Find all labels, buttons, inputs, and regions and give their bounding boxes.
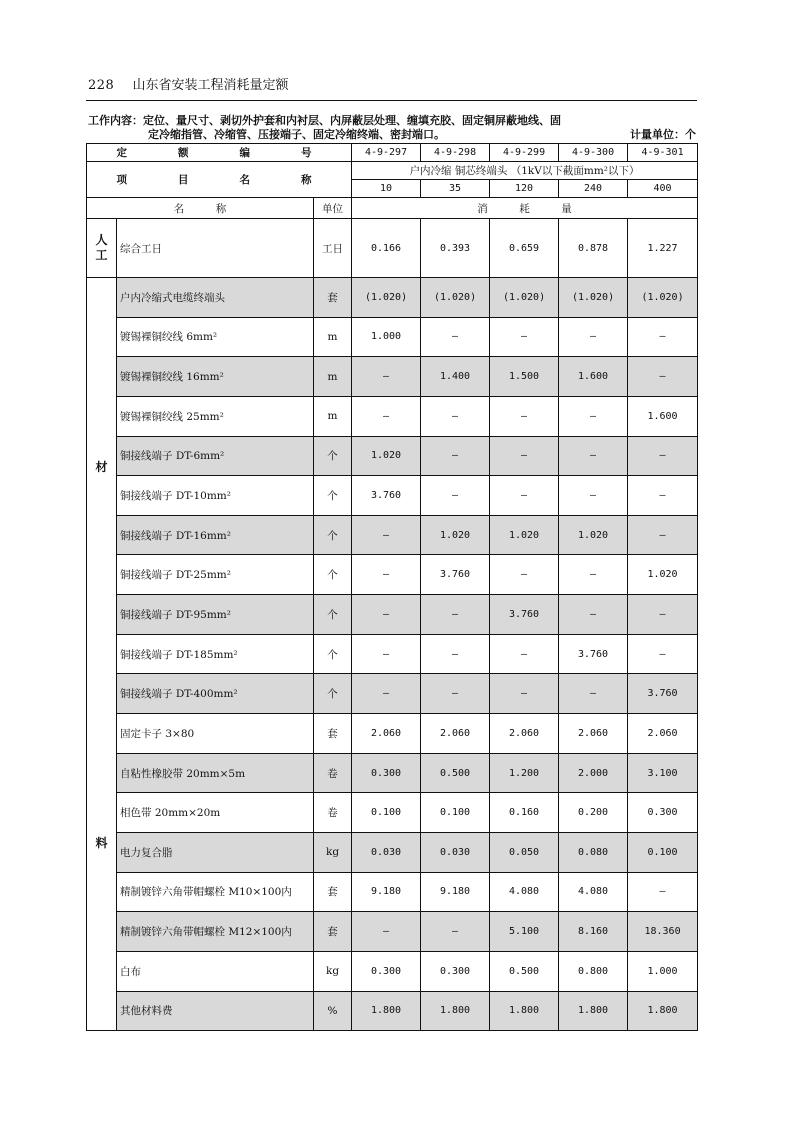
item-name: 综合工日 [117, 219, 314, 278]
item-name: 固定卡子 3×80 [117, 714, 314, 754]
value-cell: 0.300 [352, 753, 421, 793]
value-cell: — [628, 634, 698, 674]
value-cell: 0.166 [352, 219, 421, 278]
value-cell: 0.500 [490, 951, 559, 991]
value-cell: — [628, 595, 698, 635]
value-cell: 0.878 [559, 219, 628, 278]
material-category-top: 材 [95, 459, 108, 474]
value-cell: 0.393 [421, 219, 490, 278]
value-cell: — [628, 872, 698, 912]
value-cell: — [559, 436, 628, 476]
value-cell: — [490, 476, 559, 516]
value-cell: — [421, 595, 490, 635]
size-cell: 400 [628, 180, 698, 198]
item-name: 铜接线端子 DT-6mm² [117, 436, 314, 476]
value-cell: — [421, 674, 490, 714]
value-cell: 2.060 [352, 714, 421, 754]
value-cell: 3.760 [559, 634, 628, 674]
value-cell: 4.080 [490, 872, 559, 912]
value-cell: — [352, 634, 421, 674]
value-cell: 1.800 [490, 991, 559, 1031]
material-row [87, 555, 698, 595]
value-cell: 2.060 [628, 714, 698, 754]
item-unit: 个 [314, 515, 352, 555]
value-cell: 0.200 [559, 793, 628, 833]
value-cell: 0.300 [628, 793, 698, 833]
labor-category [87, 219, 117, 278]
material-category-bottom: 料 [95, 835, 108, 850]
measurement-unit: 计量单位：个 [630, 128, 696, 141]
material-row [87, 912, 698, 952]
item-name: 自粘性橡胶带 20mm×5m [117, 753, 314, 793]
value-cell: — [628, 515, 698, 555]
size-cell: 10 [352, 180, 421, 198]
item-title-row [87, 162, 698, 180]
value-cell: — [421, 634, 490, 674]
value-cell: 1.000 [628, 951, 698, 991]
item-unit: kg [314, 951, 352, 991]
value-cell: — [352, 912, 421, 952]
value-cell: 0.100 [628, 832, 698, 872]
value-cell: — [352, 357, 421, 397]
item-name: 电力复合脂 [117, 832, 314, 872]
item-unit: 卷 [314, 753, 352, 793]
item-name: 铜接线端子 DT-16mm² [117, 515, 314, 555]
size-cell: 120 [490, 180, 559, 198]
material-row [87, 317, 698, 357]
value-cell: — [628, 357, 698, 397]
value-cell: — [352, 555, 421, 595]
value-cell: (1.020) [559, 278, 628, 318]
value-cell: — [490, 436, 559, 476]
item-name: 铜接线端子 DT-400mm² [117, 674, 314, 714]
material-row [87, 991, 698, 1031]
value-cell: 1.200 [490, 753, 559, 793]
item-unit: 个 [314, 634, 352, 674]
value-cell: (1.020) [490, 278, 559, 318]
value-cell: — [421, 476, 490, 516]
value-cell: 2.060 [421, 714, 490, 754]
value-cell: — [352, 595, 421, 635]
value-cell: — [421, 436, 490, 476]
value-cell: 9.180 [421, 872, 490, 912]
value-cell: 3.760 [352, 476, 421, 516]
material-row [87, 396, 698, 436]
item-unit: kg [314, 832, 352, 872]
material-row [87, 278, 698, 318]
item-unit: m [314, 317, 352, 357]
item-unit: 套 [314, 912, 352, 952]
material-row [87, 674, 698, 714]
item-name: 镀锡裸铜绞线 25mm² [117, 396, 314, 436]
item-unit: 个 [314, 595, 352, 635]
col-unit-header: 单位 [314, 198, 352, 219]
value-cell: 0.080 [559, 832, 628, 872]
value-cell: — [628, 317, 698, 357]
code-cell: 4-9-299 [490, 144, 559, 162]
value-cell: — [559, 317, 628, 357]
material-row [87, 753, 698, 793]
item-title: 户内冷缩 铜芯终端头 （1kV以下截面mm²以下） [352, 162, 698, 180]
code-cell: 4-9-300 [559, 144, 628, 162]
item-name: 白布 [117, 951, 314, 991]
item-unit: 工日 [314, 219, 352, 278]
value-cell: 0.050 [490, 832, 559, 872]
value-cell: 3.760 [490, 595, 559, 635]
item-unit: 套 [314, 872, 352, 912]
size-cell: 35 [421, 180, 490, 198]
value-cell: 5.100 [490, 912, 559, 952]
material-row [87, 832, 698, 872]
value-cell: 4.080 [559, 872, 628, 912]
value-cell: — [490, 317, 559, 357]
value-cell: (1.020) [421, 278, 490, 318]
value-cell: 1.500 [490, 357, 559, 397]
material-row [87, 595, 698, 635]
material-category [87, 278, 117, 1031]
value-cell: 18.360 [628, 912, 698, 952]
value-cell: 1.800 [352, 991, 421, 1031]
value-cell: 3.100 [628, 753, 698, 793]
code-label: 定 额 编 号 [87, 144, 352, 162]
value-cell: — [490, 634, 559, 674]
item-label: 项 目 名 称 [87, 162, 352, 198]
item-unit: 卷 [314, 793, 352, 833]
value-cell: — [559, 595, 628, 635]
value-cell: 9.180 [352, 872, 421, 912]
header-rule [86, 100, 697, 101]
value-cell: 2.060 [490, 714, 559, 754]
value-cell: 1.227 [628, 219, 698, 278]
item-name: 其他材料费 [117, 991, 314, 1031]
material-category-wrap [87, 278, 116, 1030]
value-cell: — [490, 555, 559, 595]
value-cell: 2.000 [559, 753, 628, 793]
value-cell: 0.100 [421, 793, 490, 833]
value-cell: — [421, 317, 490, 357]
item-name: 镀锡裸铜绞线 16mm² [117, 357, 314, 397]
work-content-line1: 工作内容：定位、量尺寸、剥切外护套和内衬层、内屏蔽层处理、缠填充胶、固定铜屏蔽地线、固 [88, 114, 561, 127]
item-name: 精制镀锌六角带帽螺栓 M10×100内 [117, 872, 314, 912]
item-unit: 个 [314, 436, 352, 476]
page-header [88, 74, 288, 93]
value-cell: — [559, 555, 628, 595]
value-cell: — [628, 476, 698, 516]
material-row [87, 634, 698, 674]
value-cell: 0.030 [421, 832, 490, 872]
value-cell: — [352, 515, 421, 555]
item-name: 精制镀锌六角带帽螺栓 M12×100内 [117, 912, 314, 952]
value-cell: 0.500 [421, 753, 490, 793]
value-cell: — [628, 436, 698, 476]
value-cell: — [421, 396, 490, 436]
value-cell: — [490, 674, 559, 714]
value-cell: (1.020) [352, 278, 421, 318]
code-cell: 4-9-297 [352, 144, 421, 162]
column-header-row [87, 198, 698, 219]
code-cell: 4-9-298 [421, 144, 490, 162]
value-cell: — [559, 674, 628, 714]
item-unit: m [314, 396, 352, 436]
item-unit: 套 [314, 714, 352, 754]
item-unit: 个 [314, 555, 352, 595]
col-consumption-header: 消 耗 量 [352, 198, 698, 219]
value-cell: 8.160 [559, 912, 628, 952]
material-row [87, 357, 698, 397]
work-content-line2: 定冷缩指管、冷缩管、压接端子、固定冷缩终端、密封端口。 [148, 128, 445, 141]
value-cell: 0.659 [490, 219, 559, 278]
value-cell: 0.160 [490, 793, 559, 833]
size-cell: 240 [559, 180, 628, 198]
material-row [87, 436, 698, 476]
labor-category-text: 人工 [95, 233, 108, 262]
book-title: 山东省安装工程消耗量定额 [132, 78, 289, 93]
value-cell: — [559, 476, 628, 516]
value-cell: 1.600 [559, 357, 628, 397]
value-cell: 1.800 [421, 991, 490, 1031]
value-cell: 1.600 [628, 396, 698, 436]
item-name: 相色带 20mm×20m [117, 793, 314, 833]
value-cell: (1.020) [628, 278, 698, 318]
value-cell: 1.020 [628, 555, 698, 595]
material-row [87, 793, 698, 833]
item-name: 铜接线端子 DT-25mm² [117, 555, 314, 595]
code-row [87, 144, 698, 162]
material-row [87, 714, 698, 754]
value-cell: 1.800 [559, 991, 628, 1031]
value-cell: 0.800 [559, 951, 628, 991]
value-cell: 1.800 [628, 991, 698, 1031]
item-name: 户内冷缩式电缆终端头 [117, 278, 314, 318]
item-unit: 个 [314, 674, 352, 714]
value-cell: 0.300 [352, 951, 421, 991]
value-cell: — [559, 396, 628, 436]
value-cell: 1.400 [421, 357, 490, 397]
item-name: 铜接线端子 DT-95mm² [117, 595, 314, 635]
item-unit: 套 [314, 278, 352, 318]
value-cell: 1.020 [421, 515, 490, 555]
labor-row [87, 219, 698, 278]
value-cell: 1.020 [352, 436, 421, 476]
value-cell: — [352, 396, 421, 436]
code-cell: 4-9-301 [628, 144, 698, 162]
quota-table [86, 143, 698, 1031]
item-name: 镀锡裸铜绞线 6mm² [117, 317, 314, 357]
value-cell: 3.760 [628, 674, 698, 714]
item-name: 铜接线端子 DT-10mm² [117, 476, 314, 516]
material-row [87, 476, 698, 516]
value-cell: — [490, 396, 559, 436]
value-cell: 0.300 [421, 951, 490, 991]
material-row [87, 872, 698, 912]
value-cell: — [421, 912, 490, 952]
item-unit: % [314, 991, 352, 1031]
col-name-header: 名 称 [87, 198, 314, 219]
item-unit: m [314, 357, 352, 397]
value-cell: 1.020 [559, 515, 628, 555]
work-content [88, 114, 696, 142]
value-cell: 1.020 [490, 515, 559, 555]
value-cell: 0.030 [352, 832, 421, 872]
value-cell: 0.100 [352, 793, 421, 833]
item-unit: 个 [314, 476, 352, 516]
value-cell: — [352, 674, 421, 714]
page-number: 228 [88, 78, 115, 93]
value-cell: 2.060 [559, 714, 628, 754]
material-row [87, 515, 698, 555]
item-name: 铜接线端子 DT-185mm² [117, 634, 314, 674]
material-row [87, 951, 698, 991]
value-cell: 3.760 [421, 555, 490, 595]
value-cell: 1.000 [352, 317, 421, 357]
